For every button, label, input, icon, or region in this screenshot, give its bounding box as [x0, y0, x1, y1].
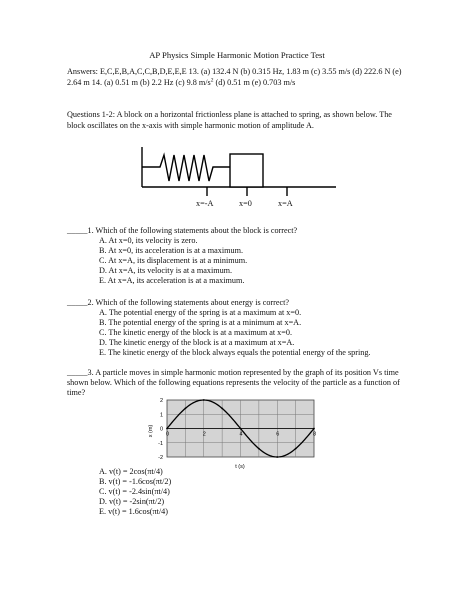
data-point	[240, 428, 242, 430]
answers-exponent: 2	[210, 77, 214, 84]
x-tick-label: 6	[276, 431, 280, 438]
q3-option-c: C. v(t) = -2.4sin(πt/4)	[99, 487, 170, 496]
y-tick-label: -2	[158, 455, 163, 461]
x-axis-label: t (s)	[235, 464, 245, 470]
q1-option-d: D. At x=A, its velocity is at a maximum.	[99, 266, 233, 275]
answers-line-1: Answers: E,C,E,B,A,C,C,B,D,E,E,E 13. (a) 132.4 N (b) 0.315 Hz, 1.83 m (c) 3.55 m/s (d) 222.6 N (e)	[67, 67, 402, 76]
intro-line-1: Questions 1-2: A block on a horizontal frictionless plane is attached to spring, as shown below. The	[67, 110, 392, 119]
data-point	[295, 448, 297, 450]
label-zero: x=0	[239, 199, 252, 208]
x-tick-label: 4	[239, 431, 243, 438]
y-tick-label: 1	[159, 412, 163, 419]
y-tick-label: 2	[159, 398, 163, 404]
label-neg-a: x=-A	[196, 199, 214, 208]
q2-stem: _____2. Which of the following statements about energy is correct?	[67, 298, 290, 307]
y-axis-label: x (m)	[148, 424, 154, 438]
q2-option-c: C. The kinetic energy of the block is at a maximum at x=0.	[99, 328, 293, 337]
q1-stem: _____1. Which of the following statements about the block is correct?	[67, 226, 298, 235]
data-point	[258, 448, 260, 450]
q1-option-c: C. At x=A, its displacement is at a minimum.	[99, 256, 248, 265]
q1-option-b: B. At x=0, its acceleration is at a maximum.	[99, 246, 244, 255]
q3-option-d: D. v(t) = -2sin(πt/2)	[99, 497, 165, 506]
intro-line-2: block oscillates on the x-axis with simple harmonic motion of amplitude A.	[67, 121, 314, 130]
q1-option-a: A. At x=0, its velocity is zero.	[99, 236, 198, 245]
answers-line-2-text: 2.64 m 14. (a) 0.51 m (b) 2.2 Hz (c) 9.8 m/s	[67, 78, 211, 87]
answers-line-2-tail: (d) 0.51 m (e) 0.703 m/s	[213, 78, 296, 87]
q3-stem-2: shown below. Which of the following equations represents the velocity of the particle as a function of	[67, 378, 400, 387]
x-tick-label: 2	[202, 431, 206, 438]
q2-option-e: E. The kinetic energy of the block always equals the potential energy of the spring.	[99, 348, 371, 357]
data-point	[166, 428, 168, 430]
q3-option-e: E. v(t) = 1.6cos(πt/4)	[99, 507, 169, 516]
label-pos-a: x=A	[278, 199, 293, 208]
y-tick-label: -1	[158, 440, 163, 447]
q2-option-b: B. The potential energy of the spring is at a minimum at x=A.	[99, 318, 302, 327]
q3-option-a: A. v(t) = 2cos(πt/4)	[99, 467, 163, 476]
page-title: AP Physics Simple Harmonic Motion Practice Test	[149, 50, 325, 60]
data-point	[203, 399, 205, 401]
x-tick-label: 8	[312, 431, 317, 438]
data-point	[276, 456, 278, 458]
q3-stem-3: time?	[67, 388, 86, 397]
q2-option-a: A. The potential energy of the spring is at a maximum at x=0.	[99, 308, 302, 317]
y-tick-label: 0	[159, 426, 163, 433]
q1-option-e: E. At x=A, its acceleration is at a maximum.	[99, 276, 245, 285]
data-point	[313, 428, 315, 430]
q3-stem-1: _____3. A particle moves in simple harmonic motion represented by the graph of its position Vs time	[67, 368, 399, 377]
q2-option-d: D. The kinetic energy of the block is at a maximum at x=A.	[99, 338, 295, 347]
data-point	[184, 408, 186, 410]
data-point	[221, 408, 223, 410]
q3-option-b: B. v(t) = -1.6cos(πt/2)	[99, 477, 172, 486]
x-tick-label: 0	[165, 431, 170, 438]
